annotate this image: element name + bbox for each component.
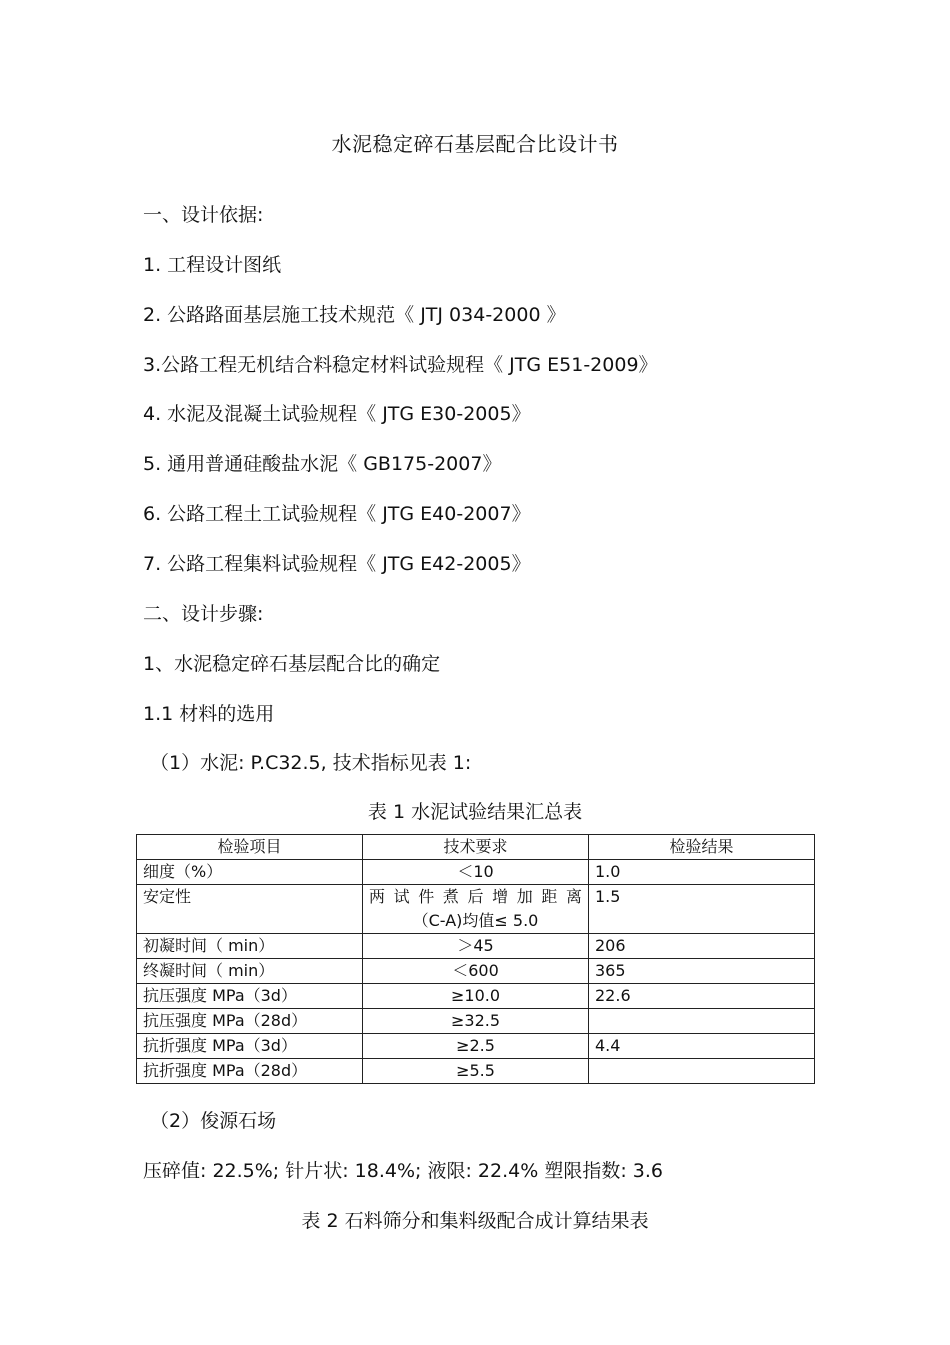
quarry-line: （2）俊源石场: [150, 1110, 277, 1132]
table-row: [137, 885, 815, 934]
table-cell: 206: [589, 934, 815, 959]
table-row: [137, 860, 815, 885]
table1-caption: 表 1 水泥试验结果汇总表: [367, 801, 583, 823]
table-cell: 抗折强度 MPa（3d）: [137, 1034, 363, 1059]
column-header: 技术要求: [363, 835, 589, 860]
table-row: [137, 934, 815, 959]
section2-heading: 二、设计步骤:: [143, 603, 264, 625]
table-cell: ＜10: [363, 860, 589, 885]
subsection-heading: 1.1 材料的选用: [143, 703, 275, 725]
table-cell: 安定性: [137, 885, 363, 934]
table-row: [137, 984, 815, 1009]
table-cell: [589, 1059, 815, 1084]
table-cell: 抗压强度 MPa（3d）: [137, 984, 363, 1009]
table-cell: 1.0: [589, 860, 815, 885]
subsection-heading: 1、水泥稳定碎石基层配合比的确定: [143, 653, 441, 675]
section1-heading: 一、设计依据:: [143, 204, 264, 226]
table-cell: ≥32.5: [363, 1009, 589, 1034]
table-cell: 抗折强度 MPa（28d）: [137, 1059, 363, 1084]
table2-caption: 表 2 石料筛分和集料级配合成计算结果表: [301, 1210, 649, 1232]
cement-line: （1）水泥: P.C32.5, 技术指标见表 1:: [150, 752, 472, 774]
basis-item: 6. 公路工程土工试验规程《 JTG E40-2007》: [143, 503, 531, 525]
cement-test-table: [136, 834, 815, 1084]
basis-item: 3.公路工程无机结合料稳定材料试验规程《 JTG E51-2009》: [143, 354, 658, 376]
table-cell: 1.5: [589, 885, 815, 934]
basis-item: 1. 工程设计图纸: [143, 254, 282, 276]
table-cell: 细度（%）: [137, 860, 363, 885]
table-cell: 终凝时间（ min）: [137, 959, 363, 984]
table-cell: 两 试 件 煮 后 增 加 距 离 （C-A)均值≤ 5.0: [363, 885, 589, 934]
table-cell: ≥2.5: [363, 1034, 589, 1059]
table-cell: 4.4: [589, 1034, 815, 1059]
table-cell: ≥5.5: [363, 1059, 589, 1084]
column-header: 检验项目: [137, 835, 363, 860]
table-cell: ＜600: [363, 959, 589, 984]
table-row: [137, 959, 815, 984]
table-cell: ≥10.0: [363, 984, 589, 1009]
column-header: 检验结果: [589, 835, 815, 860]
table-row: [137, 1009, 815, 1034]
quarry-properties: 压碎值: 22.5%; 针片状: 18.4%; 液限: 22.4% 塑限指数: 3.6: [143, 1160, 663, 1182]
table-cell: 22.6: [589, 984, 815, 1009]
basis-item: 5. 通用普通硅酸盐水泥《 GB175-2007》: [143, 453, 502, 475]
table-cell: 365: [589, 959, 815, 984]
basis-item: 7. 公路工程集料试验规程《 JTG E42-2005》: [143, 553, 531, 575]
table-cell: 抗压强度 MPa（28d）: [137, 1009, 363, 1034]
table-row: [137, 1034, 815, 1059]
table-cell: [589, 1009, 815, 1034]
table-cell: 初凝时间（ min）: [137, 934, 363, 959]
table-row: [137, 1059, 815, 1084]
basis-item: 2. 公路路面基层施工技术规范《 JTJ 034-2000 》: [143, 304, 566, 326]
basis-item: 4. 水泥及混凝土试验规程《 JTG E30-2005》: [143, 403, 531, 425]
page-title: 水泥稳定碎石基层配合比设计书: [331, 132, 619, 156]
table-cell: ＞45: [363, 934, 589, 959]
table-header-row: [137, 835, 815, 860]
